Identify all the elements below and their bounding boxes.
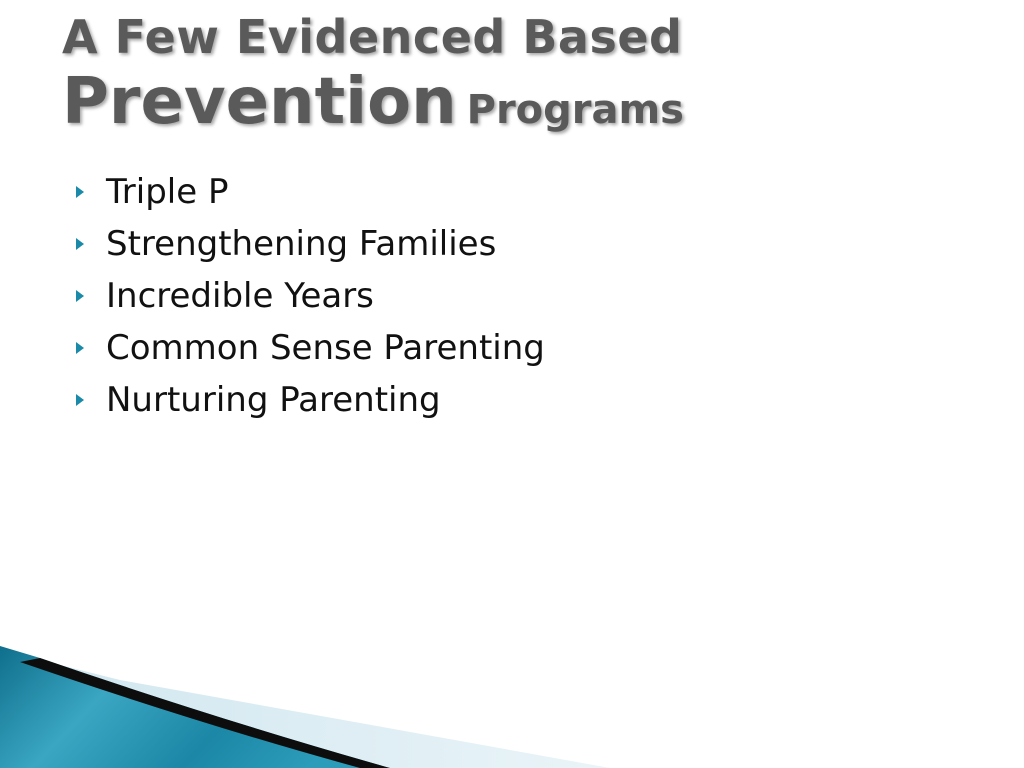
title-word-programs: Programs <box>466 87 684 133</box>
list-item <box>72 166 545 218</box>
decorative-wave <box>0 640 1024 768</box>
title-line-1: A Few Evidenced Based <box>62 10 683 64</box>
triangle-right-icon <box>76 238 84 250</box>
triangle-right-icon <box>76 290 84 302</box>
triangle-right-icon <box>76 394 84 406</box>
triangle-right-icon <box>76 186 84 198</box>
bullet-text: Common Sense Parenting <box>106 328 545 368</box>
list-item <box>72 374 545 426</box>
title-word-prevention: Prevention <box>62 65 457 139</box>
bullet-text: Triple P <box>106 172 229 212</box>
title-line-2 <box>62 65 684 139</box>
list-item <box>72 270 545 322</box>
bullet-text: Incredible Years <box>106 276 374 316</box>
slide-title <box>62 10 684 139</box>
list-item <box>72 218 545 270</box>
bullet-text: Nurturing Parenting <box>106 380 441 420</box>
list-item <box>72 322 545 374</box>
bullet-list <box>72 166 545 426</box>
bullet-text: Strengthening Families <box>106 224 497 264</box>
triangle-right-icon <box>76 342 84 354</box>
